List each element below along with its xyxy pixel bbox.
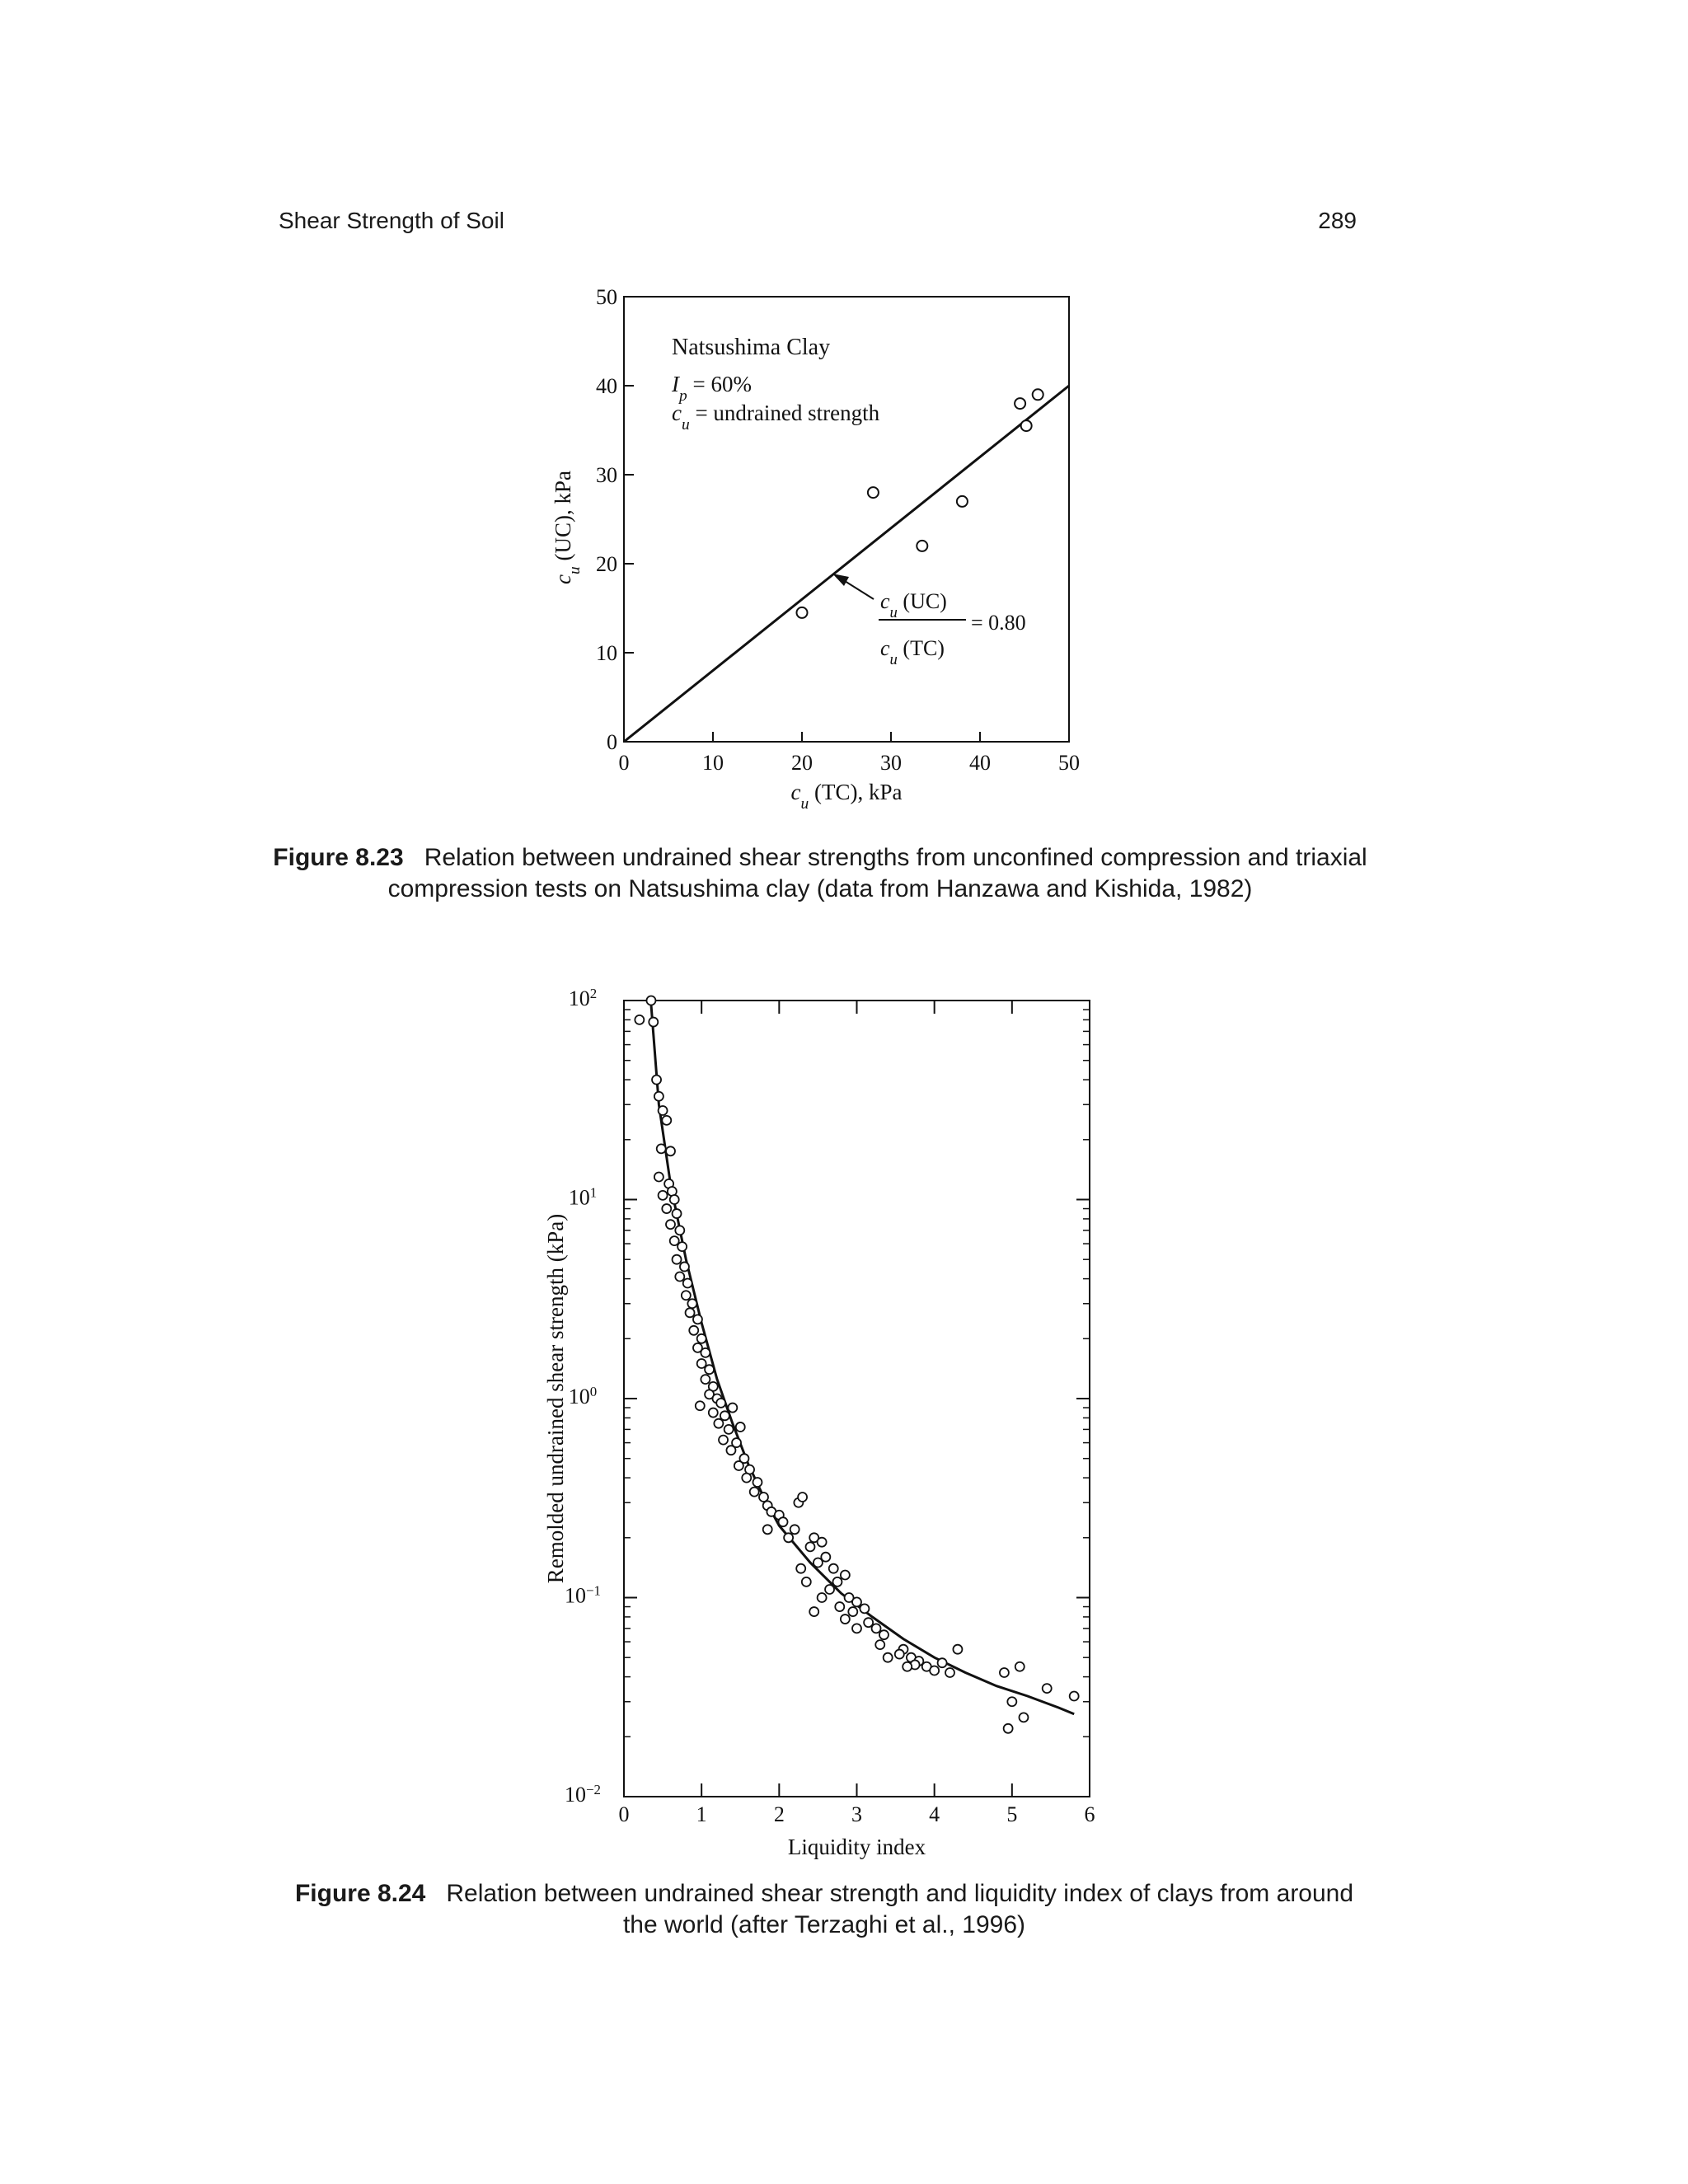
figure-8-23-caption (272, 842, 1368, 905)
figure-8-24-caption-text: Relation between undrained shear strength and liquidity index of clays from around the world (after Terzaghi et al., 1996) (446, 1880, 1354, 1938)
y-tick-label: 50 (596, 285, 617, 309)
x-tick-label: 40 (969, 751, 991, 775)
y-tick-label: 30 (596, 463, 617, 487)
y-tick-label: 40 (596, 374, 617, 398)
x-tick-label: 1 (696, 1802, 707, 1826)
y-tick-label: $10^0$ (568, 1383, 598, 1408)
plot-area-border (624, 297, 1069, 742)
y-tick-label: 0 (607, 730, 617, 754)
figure-8-24-caption (284, 1878, 1364, 1941)
ratio-numerator: $c_u$ (UC) (880, 589, 947, 621)
figure-8-23-ticks (596, 285, 1080, 775)
x-tick-label: 3 (851, 1802, 862, 1826)
y-tick-label: $10^{-1}$ (565, 1582, 601, 1608)
fit-line (624, 386, 1069, 742)
y-axis-label: $c_u$ (UC), kPa (551, 471, 584, 584)
y-axis-label: Remolded undrained shear strength (kPa) (543, 1213, 568, 1584)
x-tick-label: 0 (618, 751, 630, 775)
y-tick-label: $10^1$ (568, 1184, 598, 1210)
x-tick-label: 2 (773, 1802, 785, 1826)
legend-plasticity-index: $I_p = 60\%$ (672, 372, 752, 405)
running-head: Shear Strength of Soil (279, 208, 504, 233)
annotation-arrowhead (832, 574, 849, 586)
page-number: 289 (1318, 208, 1357, 233)
data-point (1021, 420, 1032, 431)
data-point (1015, 398, 1025, 409)
figure-8-23-caption-label: Figure 8.23 (273, 844, 404, 871)
y-tick-label: $10^{-2}$ (565, 1781, 601, 1807)
x-tick-label: 50 (1058, 751, 1080, 775)
figure-8-23-marks (624, 386, 1069, 742)
legend-title: Natsushima Clay (672, 335, 831, 360)
figure-8-24-caption-label: Figure 8.24 (294, 1880, 426, 1907)
y-tick-label: 10 (596, 641, 617, 665)
ratio-denominator: $c_u$ (TC) (880, 636, 945, 668)
data-point (868, 487, 879, 498)
data-point (917, 541, 927, 551)
x-tick-label: 0 (618, 1802, 630, 1826)
x-tick-label: 10 (702, 751, 724, 775)
figure-8-23-caption-text: Relation between undrained shear strengths from unconfined compression and triaxial compression tests on Natsushima clay (data from Hanzawa and Kishida, 1982) (387, 844, 1367, 902)
x-tick-label: 4 (929, 1802, 940, 1826)
data-point (1033, 389, 1043, 400)
data-point (957, 496, 968, 507)
data-point (797, 607, 808, 618)
x-tick-label: 30 (880, 751, 902, 775)
y-tick-label: $10^2$ (568, 985, 598, 1010)
x-tick-label: 20 (791, 751, 813, 775)
ratio-value: = 0.80 (971, 611, 1026, 635)
x-axis-label: $c_u$ (TC), kPa (790, 780, 903, 813)
x-axis-label: Liquidity index (787, 1835, 926, 1859)
y-tick-label: 20 (596, 552, 617, 576)
legend-definition: $c_u$ = undrained strength (672, 401, 880, 434)
x-tick-label: 5 (1006, 1802, 1018, 1826)
figure-8-23-text (551, 335, 1026, 813)
figure-8-23-plot-frame (624, 297, 1069, 742)
x-tick-label: 6 (1084, 1802, 1095, 1826)
